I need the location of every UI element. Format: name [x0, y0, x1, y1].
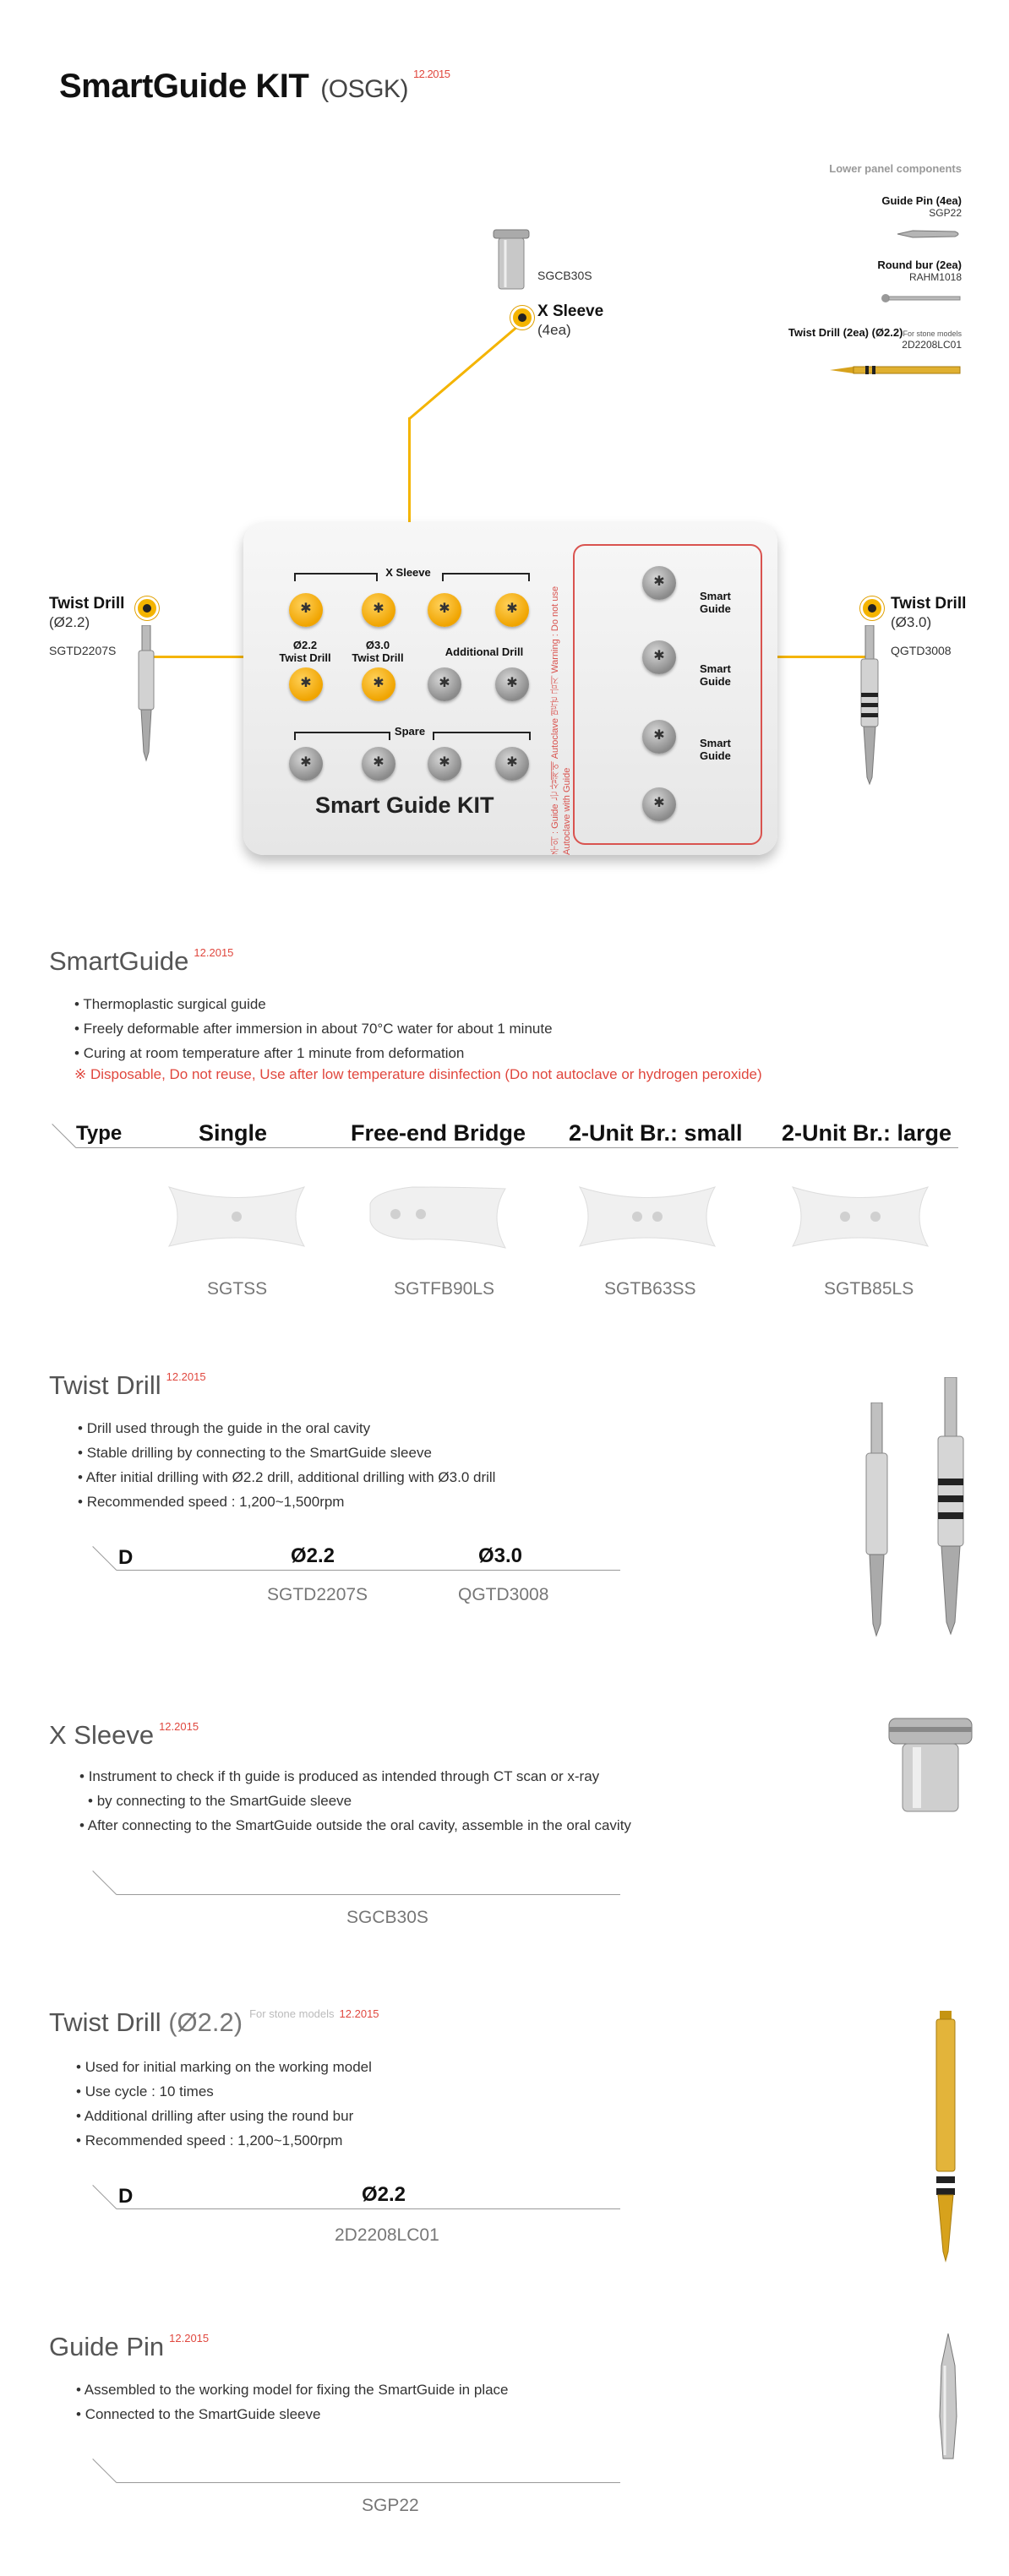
- twist-drill-30-image: [930, 1377, 972, 1639]
- x-sleeve-icon: [490, 228, 532, 296]
- marker-dot: [510, 306, 534, 329]
- guide-free-end-image: [362, 1170, 514, 1263]
- table-slash: [92, 1871, 117, 1895]
- d-header: D: [118, 1546, 134, 1569]
- smart-guide-label: Smart Guide: [700, 662, 731, 688]
- guide-hole: [642, 787, 676, 821]
- guide-pin-bullets: • Assembled to the working model for fixing the SmartGuide in place • Connected to the SmartGuide sleeve: [76, 2377, 509, 2426]
- guide-hole: [642, 720, 676, 754]
- additional-drill-label: Additional Drill: [445, 645, 524, 658]
- slot-hole: [362, 747, 395, 781]
- marker-dot: [860, 596, 884, 620]
- guide-hole: [642, 566, 676, 600]
- left-drill-label: Twist Drill (Ø2.2): [49, 595, 125, 630]
- twist-drill-bullets: • Drill used through the guide in the oral cavity • Stable drilling by connecting to the SmartGuide sleeve • After initial drilling with Ø2.2 drill, additional drilling with Ø3.0 drill • Recommended speed : 1,200~1,500rpm: [78, 1416, 495, 1514]
- kit-panel: [243, 522, 777, 855]
- type-2unit-small: 2-Unit Br.: small: [569, 1120, 743, 1146]
- twist-drill-icon: [134, 625, 159, 762]
- bracket: [433, 732, 531, 740]
- twist-drill-stone-bullets: • Used for initial marking on the working model • Use cycle : 10 times • Additional drilling after using the round bur • Recommended speed : 1,200~1,500rpm: [76, 2055, 372, 2153]
- page-title: SmartGuide KIT (OSGK)$^{12.2015}$: [59, 68, 450, 105]
- guide-single-image: [161, 1170, 313, 1263]
- leader-line: [406, 318, 528, 423]
- guide-pin-image: [933, 2332, 963, 2467]
- left-drill-code: SGTD2207S: [49, 644, 117, 657]
- slot-hole: [428, 593, 461, 627]
- lower-panel-item: Twist Drill (2ea) (Ø2.2)For stone models 2D2208LC01: [788, 326, 962, 351]
- table-slash: [52, 1124, 76, 1148]
- smart-guide-label: Smart Guide: [700, 590, 731, 615]
- slot-hole: [495, 747, 529, 781]
- x-sleeve-bullets: • Instrument to check if th guide is produced as intended through CT scan or x-ray • by connecting to the SmartGuide sleeve • After connecting to the SmartGuide outside the oral cavity, assemble in the oral cavity: [79, 1764, 631, 1838]
- smart-guide-label: Smart Guide: [700, 737, 731, 762]
- slot-hole: [289, 593, 323, 627]
- bracket: [294, 573, 378, 581]
- twist-drill-22-image: [858, 1402, 896, 1639]
- table-rule: [76, 1147, 958, 1148]
- kit-code: (OSGK): [320, 75, 408, 103]
- x-sleeve-image: [884, 1715, 977, 1816]
- gold-twist-drill-image: [928, 2011, 962, 2264]
- right-drill-label: Twist Drill (Ø3.0): [891, 595, 967, 630]
- drill-size: Ø2.2: [291, 1544, 335, 1567]
- drill-code: QGTD3008: [458, 1585, 549, 1604]
- lower-panel-item: Guide Pin (4ea) SGP22: [881, 194, 962, 219]
- slot-hole: [289, 667, 323, 701]
- x-sleeve-code: SGCB30S: [537, 269, 592, 282]
- guide-2unit-small-image: [571, 1170, 723, 1263]
- type-code: SGTFB90LS: [394, 1279, 495, 1299]
- bracket: [442, 573, 530, 581]
- table-rule: [117, 1894, 620, 1895]
- guide-pin-icon: [896, 228, 963, 240]
- autoclave-warning: 주의 : Guide 는 삽체에 Autoclave 멸균 금지 Warning : Do not use Autoclave with Guide: [550, 585, 572, 855]
- marker-dot: [135, 596, 159, 620]
- type-code: SGTB85LS: [824, 1279, 914, 1299]
- bracket: [294, 732, 390, 740]
- d-header: D: [118, 2185, 134, 2208]
- slot-hole: [495, 667, 529, 701]
- type-free-end: Free-end Bridge: [351, 1120, 526, 1146]
- smartguide-warning: ※ Disposable, Do not reuse, Use after low temperature disinfection (Do not autoclave or hydrogen peroxide): [74, 1066, 762, 1082]
- slot-hole: [495, 593, 529, 627]
- table-rule: [117, 2482, 620, 2483]
- drill-size: Ø2.2: [362, 2183, 406, 2206]
- lower-panel-heading: Lower panel components: [829, 162, 962, 175]
- section-title-guide-pin: Guide Pin $^{12.2015}$: [49, 2332, 210, 2361]
- guide-pin-code: SGP22: [362, 2496, 419, 2515]
- slot-hole: [362, 667, 395, 701]
- table-rule: [117, 1570, 620, 1571]
- table-slash: [92, 1546, 117, 1571]
- type-header: Type: [76, 1122, 123, 1145]
- x-sleeve-code: SGCB30S: [346, 1908, 428, 1927]
- round-bur-icon: [879, 292, 963, 304]
- drill-size: Ø3.0: [478, 1544, 523, 1567]
- section-title-smartguide: SmartGuide $^{12.2015}$: [49, 946, 234, 976]
- guide-2unit-large-image: [784, 1170, 936, 1263]
- smartguide-bullets: • Thermoplastic surgical guide • Freely deformable after immersion in about 70°C water for about 1 minute • Curing at room temperature after 1 minute from deformation: [74, 992, 553, 1065]
- guide-compartment: [573, 544, 762, 845]
- slot-hole: [289, 747, 323, 781]
- section-title-twist-drill: Twist Drill $^{12.2015}$: [49, 1370, 206, 1400]
- x-sleeve-label: X Sleeve (4ea): [537, 302, 604, 338]
- section-title-twist-drill-stone: Twist Drill (Ø2.2) $^{For stone models}$ $^{12.2015}$: [49, 2007, 379, 2037]
- drill-code: SGTD2207S: [267, 1585, 368, 1604]
- d30-slot-label: Ø3.0 Twist Drill: [352, 639, 404, 664]
- kit-name: Smart Guide KIT: [315, 792, 494, 818]
- type-code: SGTSS: [207, 1279, 268, 1299]
- type-single: Single: [199, 1120, 268, 1146]
- slot-hole: [428, 747, 461, 781]
- right-drill-code: QGTD3008: [891, 644, 952, 657]
- type-code: SGTB63SS: [604, 1279, 696, 1299]
- spare-label: Spare: [394, 725, 426, 738]
- guide-hole: [642, 640, 676, 674]
- slot-hole: [428, 667, 461, 701]
- x-sleeve-slot-label: X Sleeve: [385, 566, 431, 579]
- d22-slot-label: Ø2.2 Twist Drill: [279, 639, 331, 664]
- gold-twist-drill-icon: [828, 362, 963, 379]
- table-slash: [92, 2185, 117, 2209]
- drill-code: 2D2208LC01: [335, 2225, 439, 2245]
- section-title-x-sleeve: X Sleeve $^{12.2015}$: [49, 1720, 199, 1750]
- version-badge: 12.2015: [412, 68, 450, 80]
- slot-hole: [362, 593, 395, 627]
- table-rule: [117, 2208, 620, 2209]
- twist-drill-icon: [857, 625, 882, 786]
- table-slash: [92, 2459, 117, 2483]
- type-2unit-large: 2-Unit Br.: large: [782, 1120, 952, 1146]
- lower-panel-item: Round bur (2ea) RAHM1018: [877, 259, 962, 283]
